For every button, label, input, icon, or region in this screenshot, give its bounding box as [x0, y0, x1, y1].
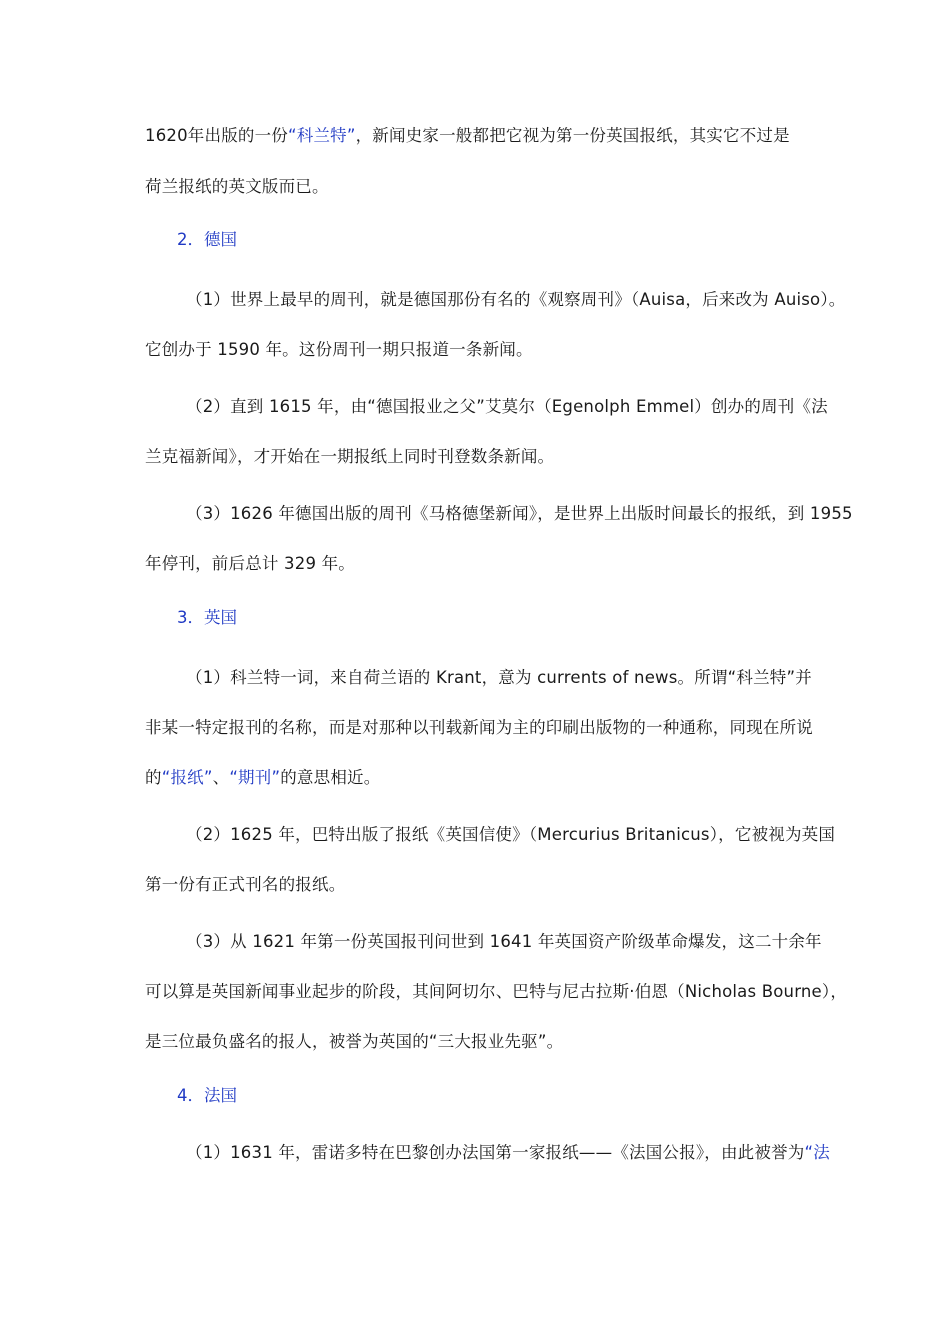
paragraph-line: 年停刊，前后总计 329 年。 [145, 554, 355, 573]
highlighted-term: “科兰特” [288, 126, 356, 145]
paragraph-line: （1）科兰特一词，来自荷兰语的 Krant，意为 currents of news。所谓“科兰特”并 [186, 668, 812, 687]
section-heading-england: 3．英国 [177, 608, 237, 627]
paragraph-line [186, 1141, 830, 1165]
paragraph-line: 是三位最负盛名的报人，被誉为英国的“三大报业先驱”。 [145, 1032, 564, 1051]
text: 的意思相近。 [280, 768, 381, 787]
paragraph-line: （2）1625 年，巴特出版了报纸《英国信使》（Mercurius Britanicus），它被视为英国 [186, 825, 836, 844]
paragraph-line [145, 124, 790, 148]
paragraph-line: （3）1626 年德国出版的周刊《马格德堡新闻》，是世界上出版时间最长的报纸，到 1955 [186, 504, 853, 523]
text: 1620年出版的一份 [145, 126, 288, 145]
paragraph-line: 非某一特定报刊的名称，而是对那种以刊载新闻为主的印刷出版物的一种通称，同现在所说 [145, 718, 813, 737]
text: 的 [145, 768, 162, 787]
text: （1）1631 年，雷诺多特在巴黎创办法国第一家报纸——《法国公报》，由此被誉为 [186, 1143, 805, 1162]
paragraph-line [145, 766, 380, 790]
text: ，新闻史家一般都把它视为第一份英国报纸，其实它不过是 [355, 126, 790, 145]
paragraph-line: （1）世界上最早的周刊，就是德国那份有名的《观察周刊》（Auisa，后来改为 Auiso）。 [186, 290, 846, 309]
highlighted-term: “报纸” [161, 768, 213, 787]
paragraph-line: （3）从 1621 年第一份英国报刊问世到 1641 年英国资产阶级革命爆发，这二十余年 [186, 932, 822, 951]
paragraph-line: （2）直到 1615 年，由“德国报业之父”艾莫尔（Egenolph Emmel）创办的周刊《法 [186, 397, 828, 416]
paragraph-line: 荷兰报纸的英文版而已。 [145, 177, 329, 196]
highlighted-term: “期刊” [229, 768, 281, 787]
paragraph-line: 可以算是英国新闻事业起步的阶段，其间阿切尔、巴特与尼古拉斯·伯恩（Nicholas Bourne）， [145, 982, 848, 1001]
paragraph-line: 第一份有正式刊名的报纸。 [145, 875, 346, 894]
paragraph-line: 它创办于 1590 年。这份周刊一期只报道一条新闻。 [145, 340, 533, 359]
section-heading-france: 4．法国 [177, 1086, 237, 1105]
section-heading-germany: 2．德国 [177, 230, 237, 249]
text: 、 [212, 768, 230, 787]
paragraph-line: 兰克福新闻》，才开始在一期报纸上同时刊登数条新闻。 [145, 447, 555, 466]
highlighted-term: “法 [804, 1143, 830, 1162]
